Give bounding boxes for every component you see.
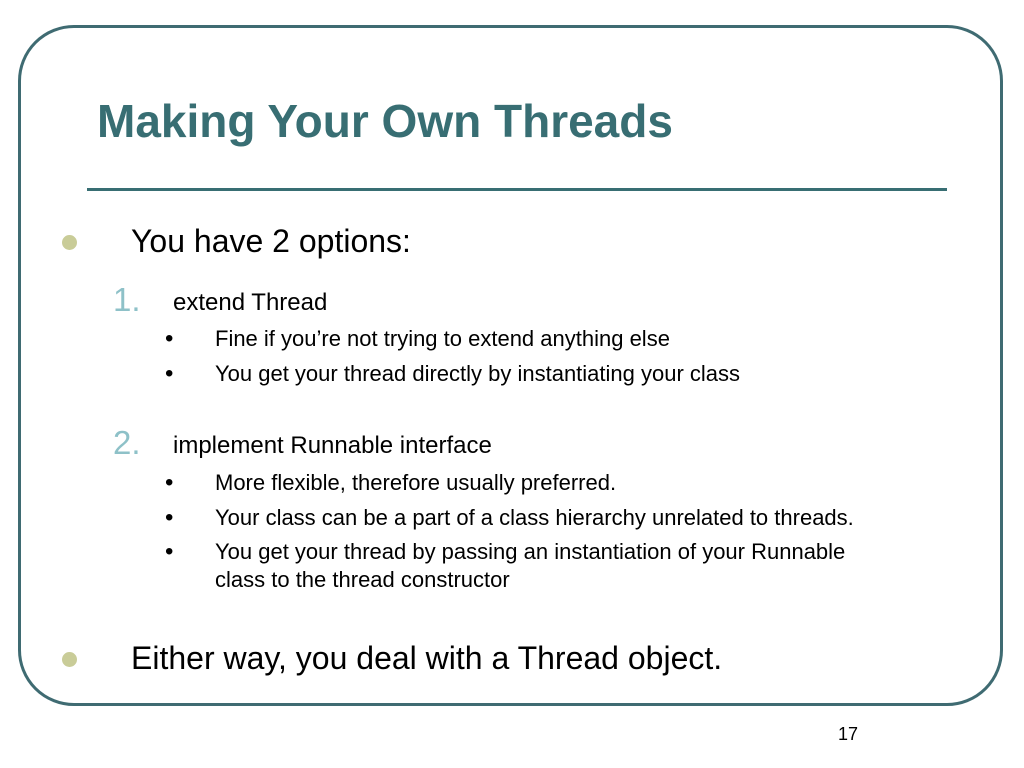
slide-title: Making Your Own Threads: [97, 95, 673, 147]
option-1-number: 1.: [113, 281, 141, 318]
bullet-icon: •: [165, 469, 174, 496]
option-1-point-1: Fine if you’re not trying to extend anything else: [215, 326, 670, 351]
bullet-icon: •: [165, 325, 174, 352]
bullet-conclusion-text: Either way, you deal with a Thread object.: [131, 640, 723, 676]
option-2-point-3: You get your thread by passing an instantiation of your Runnable: [215, 539, 846, 564]
option-2-point-3-continued: class to the thread constructor: [215, 567, 510, 592]
bullet-icon: •: [165, 504, 174, 531]
bullet-icon: •: [165, 360, 174, 387]
bullet-icon: •: [165, 538, 174, 565]
option-2-point-1: More flexible, therefore usually preferred.: [215, 470, 617, 495]
page-number: 17: [838, 724, 859, 744]
option-1-label: extend Thread: [173, 289, 328, 316]
bullet-dot-icon: [62, 652, 77, 667]
title-divider: [87, 188, 947, 191]
option-1-point-2: You get your thread directly by instantiating your class: [215, 361, 741, 386]
bullet-options-text: You have 2 options:: [131, 223, 411, 259]
bullet-dot-icon: [62, 235, 77, 250]
option-2-label: implement Runnable interface: [173, 432, 492, 459]
option-2-point-2: Your class can be a part of a class hierarchy unrelated to threads.: [215, 505, 854, 530]
option-2-number: 2.: [113, 424, 141, 461]
